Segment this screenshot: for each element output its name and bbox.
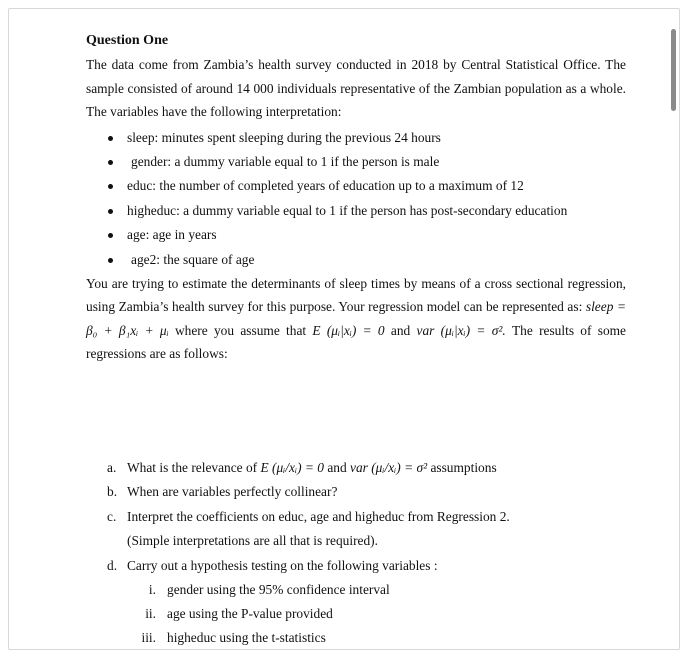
document-content (86, 31, 626, 646)
subquestion-item: i. gender using the 95% confidence interval (148, 582, 390, 598)
model-equation: sleep = β₀ + β₁xᵢ + μᵢ (86, 299, 626, 338)
subquestion-item: ii. age using the P-value provided (145, 606, 333, 622)
question-d: d. Carry out a hypothesis testing on the following variables : (107, 557, 438, 573)
list-item: age: age in years (86, 223, 626, 247)
list-item: gender: a dummy variable equal to 1 if the person is male (86, 150, 626, 174)
document-page (8, 8, 680, 650)
list-item: higheduc: a dummy variable equal to 1 if the person has post-secondary education (86, 199, 626, 223)
intro-paragraph: The data come from Zambia’s health survey conducted in 2018 by Central Statistical Office. The sample consisted of around 14 000 individuals representative of the Zambian population as a whole. The variables have the following interpretation: (86, 57, 626, 119)
bullet-icon (108, 160, 113, 165)
bullet-icon (108, 184, 113, 189)
list-item: age2: the square of age (86, 248, 626, 272)
subquestion-item: iii. higheduc using the t-statistics (141, 630, 326, 646)
bullet-icon (108, 258, 113, 263)
question-title: Question One (86, 33, 169, 48)
expectation-assumption: E (μᵢ|xᵢ) = 0 (312, 322, 385, 338)
model-paragraph: You are trying to estimate the determinants of sleep times by means of a cross sectional regression, using Zambia’s health survey for this purpose. Your regression model can be represented as: sleep = β₀ + β₁xᵢ + μᵢ where you assume that E (μᵢ|xᵢ) = 0 and var (μᵢ|xᵢ) = σ². The results of some regressions are as follows: (86, 275, 626, 362)
list-item: sleep: minutes spent sleeping during the previous 24 hours (86, 126, 626, 150)
question-c: c. Interpret the coefficients on educ, age and higheduc from Regression 2. (Simple interpretations are all that is required). (107, 508, 510, 549)
subquestion-list (86, 578, 626, 650)
question-a: a. What is the relevance of E (μᵢ/xᵢ) = 0 and var (μᵢ/xᵢ) = σ² assumptions (107, 460, 497, 475)
variable-list (86, 126, 626, 272)
bullet-icon (108, 136, 113, 141)
question-b: b. When are variables perfectly collinear? (107, 484, 338, 500)
scrollbar[interactable] (671, 29, 676, 111)
list-item: educ: the number of completed years of education up to a maximum of 12 (86, 174, 626, 198)
question-list (86, 456, 626, 650)
subquestion-container (86, 578, 626, 650)
bullet-icon (108, 209, 113, 214)
variance-assumption: var (μᵢ|xᵢ) = σ². (416, 322, 506, 338)
bullet-icon (108, 233, 113, 238)
